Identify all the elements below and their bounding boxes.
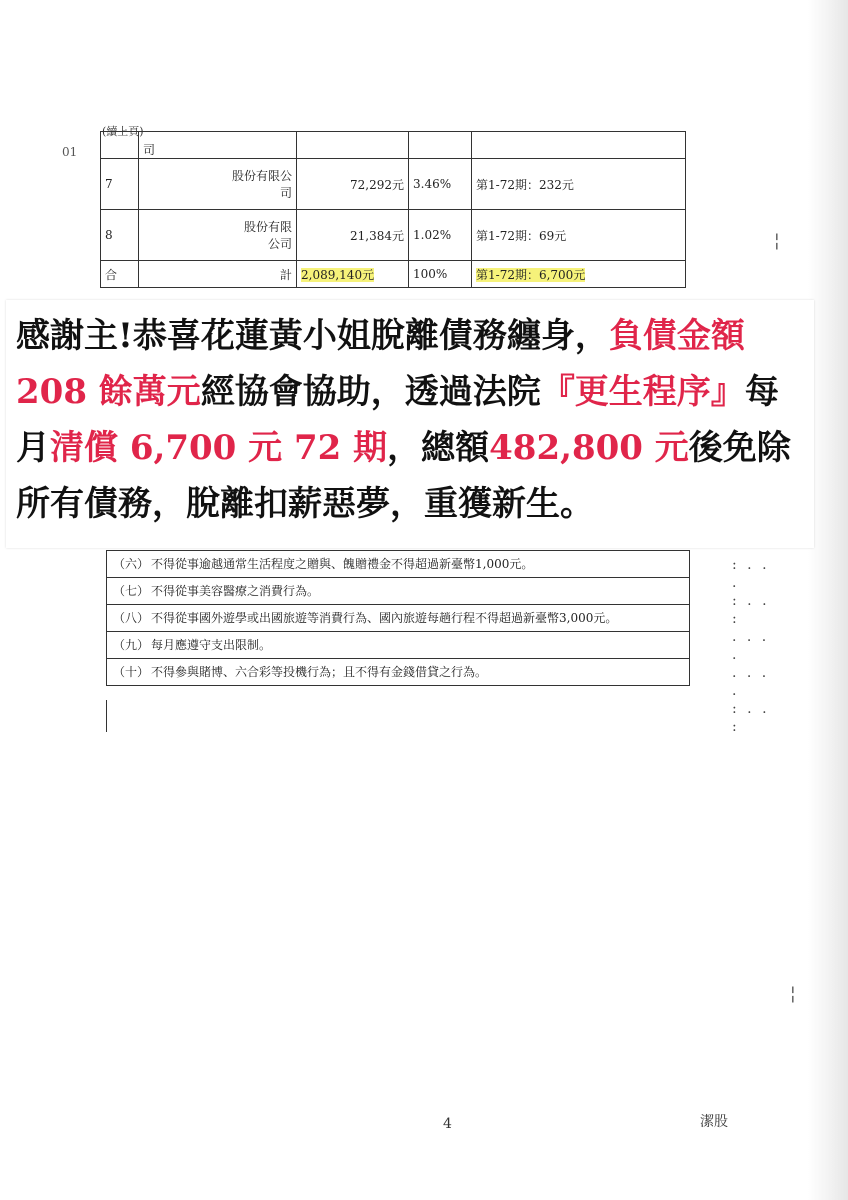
rule-text: 不得參與賭博、六合彩等投機行為；且不得有金錢借貸之行為。	[151, 665, 488, 679]
total-payment-highlight: 第1-72期：6,700元	[476, 267, 586, 282]
debt-amount	[297, 132, 409, 159]
page-number: 4	[443, 1116, 452, 1132]
banner-text: 經協會協助，透過法院	[200, 372, 541, 412]
office-stamp: 潔股	[700, 1114, 728, 1130]
total-creditor-label: 計	[139, 261, 297, 288]
row-number: 7	[101, 159, 139, 210]
row-number: 8	[101, 210, 139, 261]
banner-text: ，總額	[387, 428, 490, 468]
debt-ratio: 3.46%	[409, 159, 472, 210]
creditor-name: 股份有限公 司	[139, 159, 297, 210]
scan-mark: ╎	[788, 985, 798, 1004]
continued-note: (續上頁)	[102, 125, 144, 138]
rule-number: （十）	[113, 665, 150, 679]
debt-amount: 72,292元	[297, 159, 409, 210]
banner-procedure: 『更生程序』	[540, 372, 745, 412]
rule-text: 每月應遵守支出限制。	[151, 638, 272, 652]
list-item	[106, 605, 690, 632]
payment-plan	[472, 132, 686, 159]
list-item	[106, 659, 690, 686]
payment-plan: 第1-72期：69元	[472, 210, 686, 261]
banner-total: 482,800 元	[489, 428, 689, 468]
total-label: 合	[101, 261, 139, 288]
creditor-name: 司	[139, 132, 297, 159]
rule-number: （七）	[113, 584, 150, 598]
table-row-total	[101, 261, 686, 288]
total-payment	[472, 261, 686, 288]
restriction-list	[106, 550, 690, 686]
table-row	[101, 210, 686, 261]
list-item	[106, 632, 690, 659]
rule-number: （六）	[113, 557, 150, 571]
banner-text: 後免除所有債務，脫離扣薪惡夢，重獲新生。	[16, 428, 791, 524]
rule-number: （九）	[113, 638, 150, 652]
table-row	[101, 159, 686, 210]
line-number: 01	[62, 145, 78, 159]
table-border-line	[106, 700, 107, 732]
rule-number: （八）	[113, 611, 150, 625]
payment-plan: 第1-72期：232元	[472, 159, 686, 210]
banner-text: 感謝主!恭喜花蓮黃小姐脫離債務纏身，	[16, 316, 609, 356]
banner-text: 每月	[16, 372, 779, 468]
total-amount-highlight: 2,089,140元	[301, 267, 375, 282]
debt-ratio	[409, 132, 472, 159]
list-item	[106, 578, 690, 605]
rule-text: 不得從事國外遊學或出國旅遊等消費行為、國內旅遊每趟行程不得超過新臺幣3,000元。	[151, 611, 618, 625]
banner-debt-amount: 負債金額 208 餘萬元	[16, 316, 745, 412]
binding-holes-marks: : . . . : . . : . . . . . . . . : . . :	[732, 557, 770, 735]
row-number	[101, 132, 139, 159]
page-edge-shadow	[808, 0, 848, 1200]
list-item	[106, 550, 690, 578]
scan-mark: ╎	[772, 232, 782, 251]
banner-payment: 清償 6,700 元 72 期	[50, 428, 388, 468]
debt-amount: 21,384元	[297, 210, 409, 261]
congratulation-banner	[6, 300, 814, 548]
rule-text: 不得從事逾越通常生活程度之贈與、餽贈禮金不得超過新臺幣1,000元。	[151, 557, 534, 571]
creditor-name: 股份有限 公司	[139, 210, 297, 261]
total-amount	[297, 261, 409, 288]
rule-text: 不得從事美容醫療之消費行為。	[151, 584, 320, 598]
debt-table	[100, 131, 686, 288]
table-row	[101, 132, 686, 159]
total-ratio: 100%	[409, 261, 472, 288]
debt-ratio: 1.02%	[409, 210, 472, 261]
